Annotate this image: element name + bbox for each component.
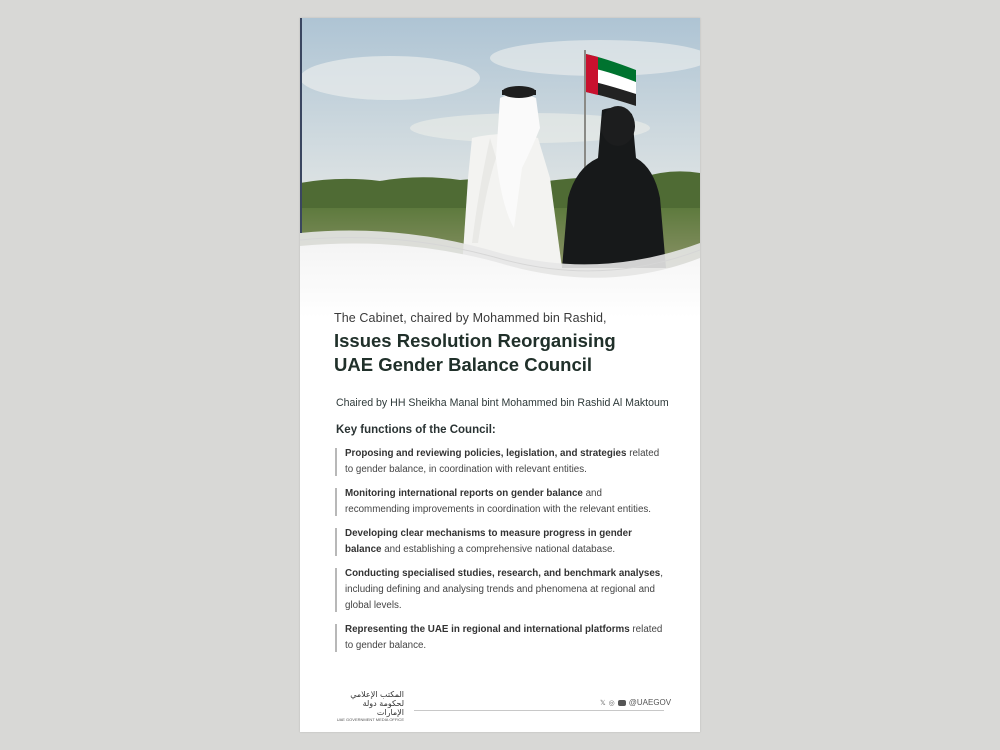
headline-line-2: UAE Gender Balance Council <box>334 354 593 375</box>
media-office-logo <box>334 690 404 723</box>
list-item <box>335 446 665 478</box>
instagram-icon[interactable]: ◎ <box>608 699 615 707</box>
item-bold-text: Representing the UAE in regional and international platforms <box>345 624 630 635</box>
headline <box>334 329 684 377</box>
item-text: and recommending improvements in coordination with the relevant entities. <box>345 488 652 515</box>
item-bold-text: Monitoring international reports on gender balance <box>345 488 583 499</box>
headline-line-1: Issues Resolution Reorganising <box>334 330 616 351</box>
item-bar <box>335 568 337 612</box>
youtube-icon[interactable] <box>618 700 626 706</box>
social-handle[interactable]: @UAEGOV <box>628 698 672 707</box>
item-bar <box>335 528 337 556</box>
news-poster <box>300 18 700 732</box>
item-text: , including defining and analysing trends and phenomena at regional and global levels. <box>345 568 663 611</box>
item-bar <box>335 448 337 476</box>
item-text: and establishing a comprehensive national database. <box>381 544 616 555</box>
logo-english: UAE GOVERNMENT MEDIA OFFICE <box>336 717 404 722</box>
logo-arabic-line-2: لحكومة دولة الإمارات <box>362 699 404 717</box>
key-functions-title: Key functions of the Council: <box>336 424 496 436</box>
list-item <box>335 526 665 558</box>
list-item <box>335 622 665 654</box>
logo-arabic-line-1: المكتب الإعلامي <box>350 690 404 699</box>
item-text: related to gender balance. <box>345 624 663 651</box>
chaired-by-line: Chaired by HH Sheikha Manal bint Mohammed bin Rashid Al Maktoum <box>336 397 669 409</box>
key-functions-list <box>335 446 665 662</box>
x-icon[interactable]: 𝕏 <box>600 699 606 707</box>
list-item <box>335 486 665 518</box>
item-bar <box>335 488 337 516</box>
item-text: related to gender balance, in coordination with relevant entities. <box>345 448 660 475</box>
social-handles <box>600 698 671 707</box>
item-bold-text: Proposing and reviewing policies, legislation, and strategies <box>345 448 627 459</box>
item-bar <box>335 624 337 652</box>
intro-line: The Cabinet, chaired by Mohammed bin Rashid, <box>334 311 607 325</box>
list-item <box>335 566 665 614</box>
item-bold-text: Conducting specialised studies, research, and benchmark analyses <box>345 568 661 579</box>
footer-divider <box>414 710 664 711</box>
item-bold-text: Developing clear mechanisms to measure progress in gender balance <box>345 528 632 555</box>
